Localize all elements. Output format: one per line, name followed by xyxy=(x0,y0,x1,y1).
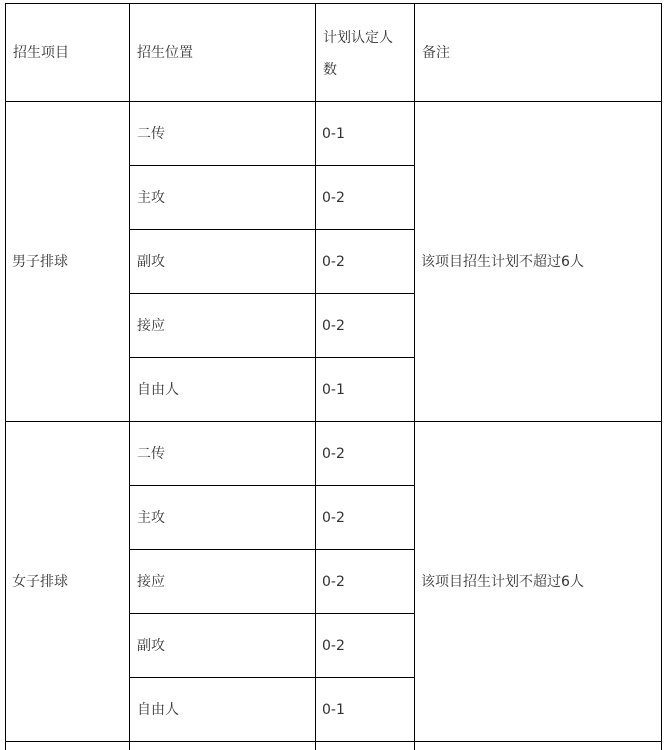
count-cell: 0-1 xyxy=(316,678,415,742)
header-position: 招生位置 xyxy=(130,4,316,102)
count-cell: 0-2 xyxy=(316,422,415,486)
header-count-line2: 数 xyxy=(323,61,337,78)
position-cell: 二传 xyxy=(130,102,316,166)
position-cell: 自由人 xyxy=(130,678,316,742)
header-note: 备注 xyxy=(415,4,662,102)
position-cell: 副攻 xyxy=(130,614,316,678)
table-row-partial xyxy=(6,742,662,750)
position-cell: 副攻 xyxy=(130,230,316,294)
position-cell: 二传 xyxy=(130,422,316,486)
project-cell-men: 男子排球 xyxy=(6,102,130,422)
header-count xyxy=(316,4,415,102)
position-cell: 接应 xyxy=(130,550,316,614)
position-cell: 主攻 xyxy=(130,486,316,550)
table-row xyxy=(6,422,662,486)
recruitment-table-container xyxy=(5,3,661,750)
project-cell-women: 女子排球 xyxy=(6,422,130,742)
recruitment-table xyxy=(5,3,662,750)
header-count-line1: 计划认定人 xyxy=(323,29,393,46)
table-header-row xyxy=(6,4,662,102)
count-cell: 0-2 xyxy=(316,614,415,678)
partial-cell xyxy=(6,742,130,750)
count-cell: 0-2 xyxy=(316,166,415,230)
partial-cell xyxy=(316,742,415,750)
partial-cell xyxy=(130,742,316,750)
count-cell: 0-1 xyxy=(316,358,415,422)
table-row xyxy=(6,102,662,166)
count-cell: 0-2 xyxy=(316,230,415,294)
header-project: 招生项目 xyxy=(6,4,130,102)
count-cell: 0-2 xyxy=(316,486,415,550)
position-cell: 接应 xyxy=(130,294,316,358)
count-cell: 0-2 xyxy=(316,550,415,614)
count-cell: 0-2 xyxy=(316,294,415,358)
count-cell: 0-1 xyxy=(316,102,415,166)
partial-cell xyxy=(415,742,662,750)
note-cell-women: 该项目招生计划不超过6人 xyxy=(415,422,662,742)
position-cell: 主攻 xyxy=(130,166,316,230)
note-cell-men: 该项目招生计划不超过6人 xyxy=(415,102,662,422)
position-cell: 自由人 xyxy=(130,358,316,422)
